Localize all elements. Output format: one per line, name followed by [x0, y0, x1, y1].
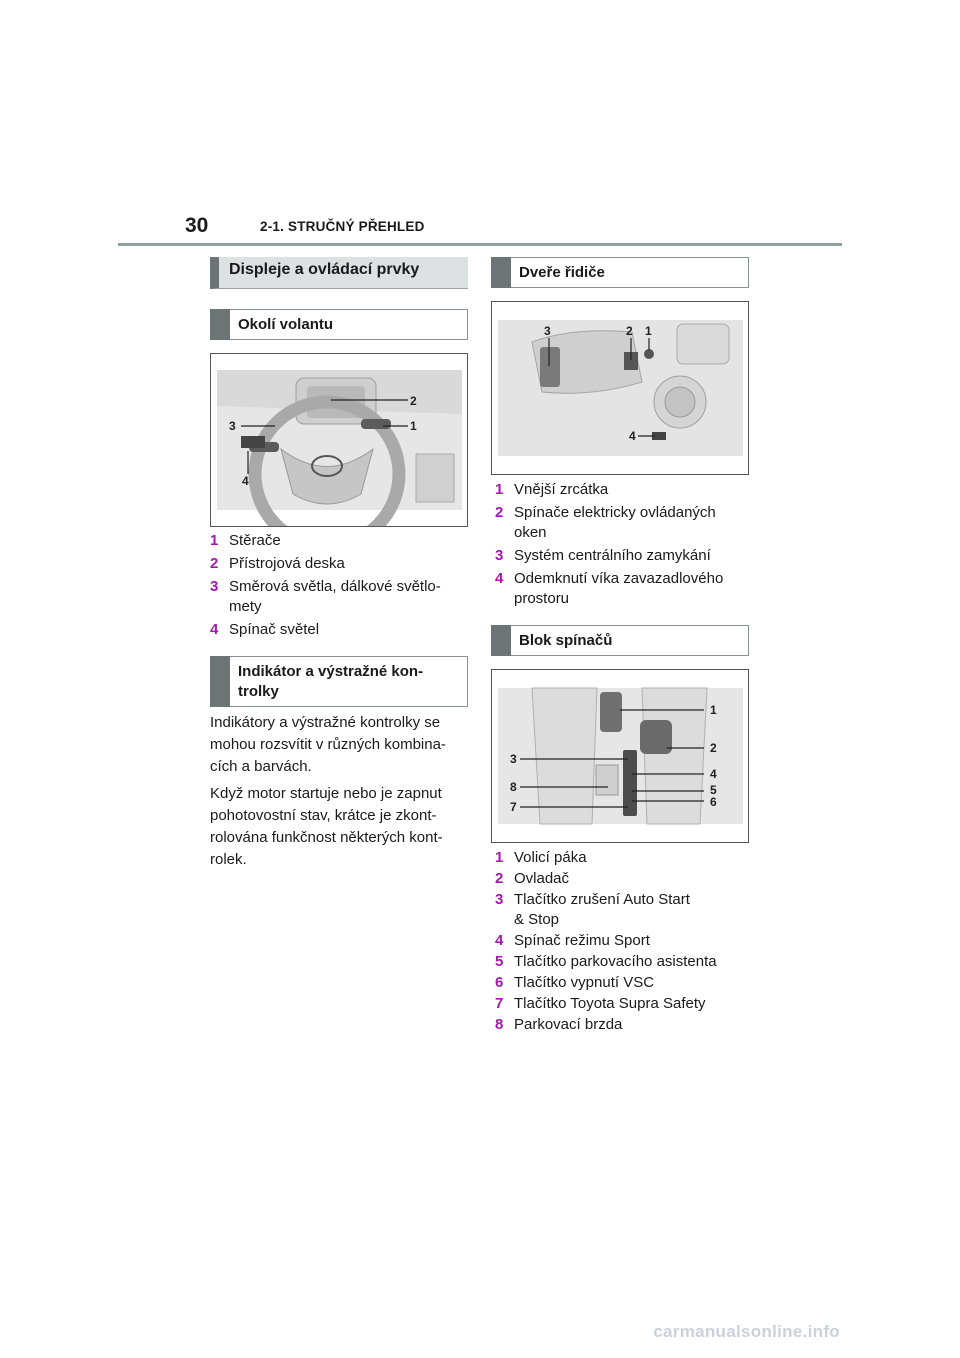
switches-legend — [495, 848, 749, 1035]
list-item: 5 Tlačítko parkovacího asistenta — [495, 953, 717, 970]
subsection-indicators-title: Indikátor a výstražné kon-trolky — [238, 663, 424, 700]
steering-callout-1: 1 — [410, 419, 417, 433]
steering-legend — [210, 531, 468, 640]
list-item: 3 Tlačítko zrušení Auto Start & Stop — [495, 891, 690, 928]
subsection-door-title: Dveře řidiče — [519, 264, 605, 281]
section-heading — [210, 257, 468, 289]
list-item: 7 Tlačítko Toyota Supra Safety — [495, 995, 706, 1012]
switch-callout-2: 2 — [710, 741, 717, 755]
door-figure — [491, 301, 749, 475]
door-callout-3: 3 — [544, 324, 551, 338]
door-illustration — [492, 302, 748, 474]
switch-callout-4: 4 — [710, 767, 717, 781]
door-legend — [495, 480, 749, 609]
list-item: 1 Stěrače — [210, 532, 281, 549]
list-item: 8 Parkovací brzda — [495, 1016, 623, 1033]
watermark[interactable]: carmanualsonline.info — [653, 1322, 840, 1341]
subsection-steering-title: Okolí volantu — [238, 316, 334, 333]
steering-wheel-figure — [210, 353, 468, 527]
switch-callout-7: 7 — [510, 800, 517, 814]
subsection-switches-heading — [491, 625, 749, 656]
switch-block-figure — [491, 669, 749, 843]
switch-block-illustration — [492, 670, 748, 842]
list-item: 3 Směrová světla, dálkové světlo-mety — [210, 578, 441, 615]
list-item: 3 Systém centrálního zamykání — [495, 547, 711, 564]
door-callout-4: 4 — [629, 429, 636, 443]
indicators-paragraph-2: Když motor startuje nebo je zapnut pohotovostní stav, krátce je zkont-rolována funkčnost některých kont-rolek. — [210, 785, 443, 868]
list-item: 1 Volicí páka — [495, 849, 587, 866]
switch-callout-8: 8 — [510, 780, 517, 794]
list-item: 2 Spínače elektricky ovládaných oken — [495, 504, 716, 541]
chapter-title: 2-1. STRUČNÝ PŘEHLED — [260, 219, 425, 234]
switch-callout-6: 6 — [710, 795, 717, 809]
list-item: 4 Odemknutí víka zavazadlového prostoru — [495, 570, 724, 607]
subsection-switches-title: Blok spínačů — [519, 632, 613, 649]
subsection-steering-heading — [210, 309, 468, 340]
door-callout-1: 1 — [645, 324, 652, 338]
list-item: 6 Tlačítko vypnutí VSC — [495, 974, 655, 991]
steering-wheel-illustration — [211, 354, 467, 526]
list-item: 2 Přístrojová deska — [210, 555, 345, 572]
switch-callout-1: 1 — [710, 703, 717, 717]
switch-callout-5: 5 — [710, 783, 717, 797]
subsection-door-heading — [491, 257, 749, 288]
list-item: 1 Vnější zrcátka — [495, 481, 609, 498]
switch-callout-3: 3 — [510, 752, 517, 766]
section-heading-text: Displeje a ovládací prvky — [229, 261, 420, 278]
door-callout-2: 2 — [626, 324, 633, 338]
steering-callout-2: 2 — [410, 394, 417, 408]
list-item: 4 Spínač světel — [210, 621, 320, 638]
list-item: 2 Ovladač — [495, 870, 570, 887]
steering-callout-4: 4 — [242, 474, 249, 488]
page-number: 30 — [185, 214, 209, 237]
list-item: 4 Spínač režimu Sport — [495, 932, 650, 949]
header-rule — [118, 243, 842, 246]
subsection-indicators-heading — [210, 656, 468, 707]
indicators-paragraph-1: Indikátory a výstražné kontrolky se mohou rozsvítit v různých kombina-cích a barvách. — [210, 714, 446, 775]
steering-callout-3: 3 — [229, 419, 236, 433]
